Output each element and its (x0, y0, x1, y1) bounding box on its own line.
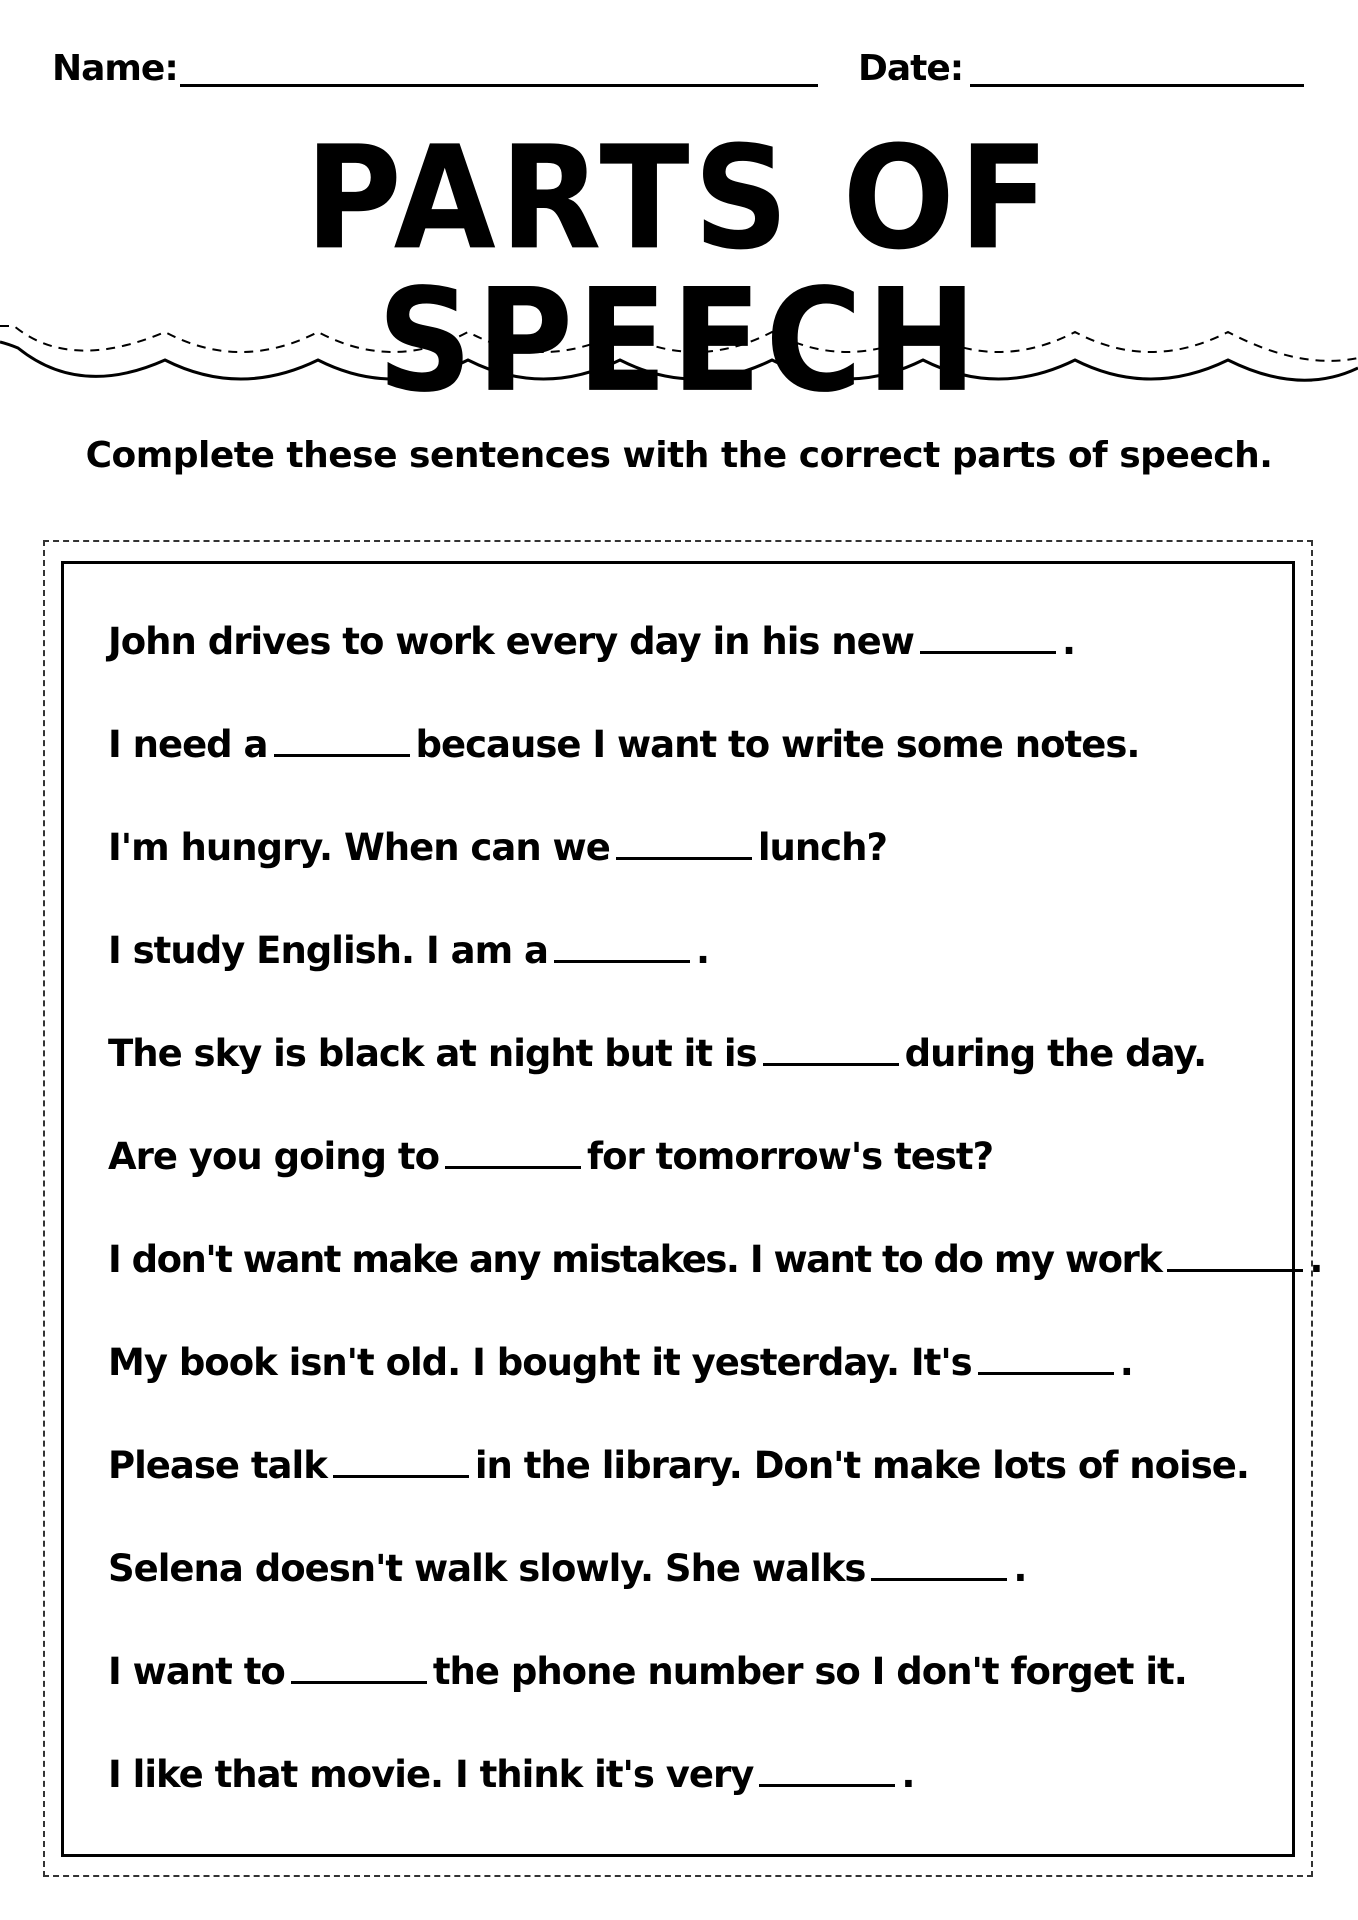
sentence-text: for tomorrow's test? (587, 1135, 994, 1178)
sentence-6 (108, 1127, 1278, 1230)
answer-blank[interactable] (274, 724, 410, 757)
date-field[interactable] (970, 84, 1304, 87)
page-title: PARTS OF SPEECH (305, 115, 1053, 425)
answer-blank[interactable] (920, 621, 1056, 654)
sentence-text: . (1061, 620, 1075, 663)
answer-blank[interactable] (763, 1033, 899, 1066)
sentence-text: . (901, 1753, 915, 1796)
sentence-8 (108, 1333, 1278, 1436)
sentence-text: I'm hungry. When can we (108, 826, 610, 869)
sentence-text: Please talk (108, 1444, 327, 1487)
sentence-text: John drives to work every day in his new (108, 620, 914, 663)
sentence-text: the phone number so I don't forget it. (432, 1650, 1187, 1693)
sentence-12 (108, 1745, 1278, 1848)
answer-blank[interactable] (616, 827, 752, 860)
answer-blank[interactable] (759, 1754, 895, 1787)
sentence-text: I like that movie. I think it's very (108, 1753, 754, 1796)
answer-blank[interactable] (871, 1548, 1007, 1581)
name-field[interactable] (180, 84, 818, 87)
answer-blank[interactable] (554, 930, 690, 963)
sentence-text: Selena doesn't walk slowly. She walks (108, 1547, 866, 1590)
sentence-7 (108, 1230, 1322, 1333)
sentence-text: I don't want make any mistakes. I want to do my work (108, 1238, 1162, 1281)
sentence-text: Are you going to (108, 1135, 440, 1178)
answer-blank[interactable] (978, 1342, 1114, 1375)
name-label: Name: (52, 48, 178, 89)
date-label: Date: (858, 48, 964, 89)
sentence-text: I study English. I am a (108, 929, 548, 972)
sentence-text: . (1013, 1547, 1027, 1590)
answer-blank[interactable] (445, 1136, 581, 1169)
sentence-11 (108, 1642, 1278, 1745)
sentence-list (108, 612, 1322, 1848)
sentence-2 (108, 715, 1278, 818)
answer-blank[interactable] (291, 1651, 427, 1684)
sentence-5 (108, 1024, 1278, 1127)
answer-blank[interactable] (1167, 1239, 1303, 1272)
sentence-text: during the day. (904, 1032, 1207, 1075)
sentence-text: in the library. Don't make lots of noise. (474, 1444, 1249, 1487)
sentence-text: lunch? (757, 826, 887, 869)
sentence-10 (108, 1539, 1278, 1642)
sentence-text: I want to (108, 1650, 285, 1693)
sentence-text: The sky is black at night but it is (108, 1032, 757, 1075)
scalloped-divider (0, 318, 1358, 428)
sentence-1 (108, 612, 1278, 715)
sentence-text: . (695, 929, 710, 972)
sentence-text: . (1309, 1238, 1322, 1281)
sentence-text: because I want to write some notes. (415, 723, 1140, 766)
sentence-text: . (1119, 1341, 1133, 1384)
instructions: Complete these sentences with the correct parts of speech. (85, 435, 1273, 476)
sentence-text: My book isn't old. I bought it yesterday. It's (108, 1341, 972, 1384)
sentence-9 (108, 1436, 1278, 1539)
sentence-3 (108, 818, 1278, 921)
sentence-4 (108, 921, 1278, 1024)
sentence-text: I need a (108, 723, 268, 766)
answer-blank[interactable] (333, 1445, 469, 1478)
